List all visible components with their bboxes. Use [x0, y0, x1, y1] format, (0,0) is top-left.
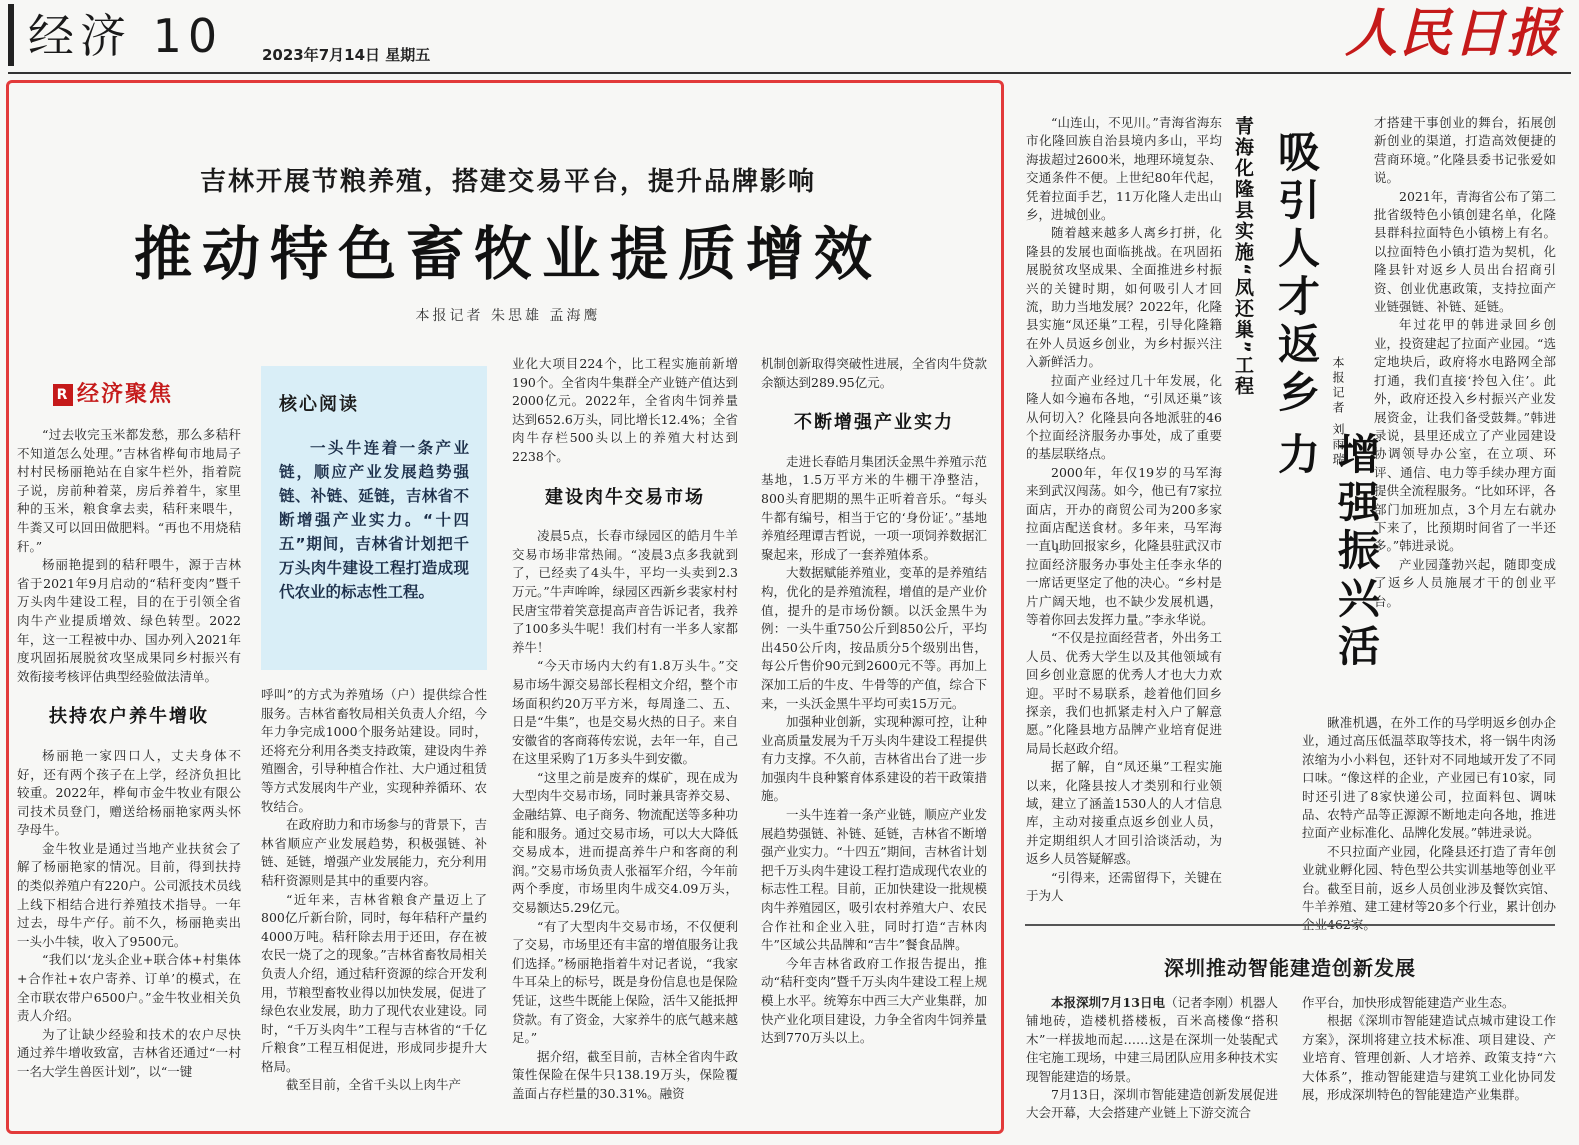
right-article-kicker: 青海化隆县实施“凤还巢”工程	[1232, 116, 1254, 397]
paragraph: 7月13日，深圳市智能建造创新发展促进大会开幕，大会搭建产业链上下游交流合	[1026, 1087, 1278, 1121]
paragraph: “引得来，还需留得下，关键在于为人	[1026, 869, 1222, 904]
subheading: 扶持农户养牛增收	[49, 706, 209, 728]
rmrb-badge-icon: R	[53, 384, 73, 406]
paragraph: “山连山，不见川。”青海省海东市化隆回族自治县境内多山，平均海拔超过2600米，地理环境复杂、交通条件不便。上世纪80年代起，凭着拉面手艺，11万化隆人走出山乡，进城创业。	[1026, 115, 1222, 223]
paragraph: 据了解，自“凤还巢”工程实施以来，化隆县按人才类别和行业领域，建立了涵盖1530人的人才信息库，主动对接重点返乡创业人员，并定期组织人才回引洽谈活动，为返乡人员答疑解惑。	[1026, 759, 1222, 867]
paragraph: 为了让缺少经验和技术的农户尽快通过养牛增收致富，吉林省还通过“一村一名大学生兽医计划”，以“一键	[17, 1026, 241, 1079]
paragraph: 大数据赋能养殖业，变革的是养殖结构，优化的是养殖流程，增值的是产业价值，提升的是市场份额。以沃金黑牛为例：一头牛重750公斤到850公斤，平均出450公斤肉，按品质分5个级别出售，每公斤售价90元到2600元不等。再加上深加工后的牛皮、牛骨等的产值，综合下来，一头沃金黑牛平均可卖15万元。	[761, 565, 987, 711]
paragraph: 拉面产业经过几十年发展，化隆人如今遍布各地，“引凤还巢”该从何切入？化隆县向各地派驻的46个拉面经济服务办事处，成了重要的基层联络点。	[1026, 372, 1222, 462]
column-3	[512, 355, 738, 1127]
subheading: 不断增强产业实力	[794, 412, 954, 434]
section-tag-label: 经济聚焦	[77, 382, 174, 407]
paragraph: 金牛牧业是通过当地产业扶贫会了解了杨丽艳家的情况。目前，得到扶持的类似养殖户有220户。公司派技术员线上线下相结合进行养殖技术指导。一年过去，母牛产仔。前不久，杨丽艳卖出一头小牛犊，收入了9500元。	[17, 840, 241, 949]
column-2	[261, 686, 487, 1126]
paragraph: 业化大项目224个，比工程实施前新增190个。全省肉牛集群全产业链产值达到2000亿元。2022年，全省肉牛饲养量达到652.6万头，同比增长12.4%；全省肉牛存栏500头以上的养殖大村达到2238个。	[512, 356, 738, 464]
paragraph: 截至目前，全省千头以上肉牛产	[286, 1077, 462, 1093]
right-column-b	[1374, 114, 1556, 714]
paragraph: 根据《深圳市智能建造试点城市建设工作方案》，深圳将建立技术标准、项目建设、产业培育、管理创新、人才培养、政策支持“六大体系”，推动智能建造与建筑工业化协同发展，形成深圳特色的智能建造产业集群。	[1302, 1013, 1556, 1103]
subheading: 建设肉牛交易市场	[545, 486, 705, 508]
paragraph: 在政府助力和市场参与的背景下，吉林省顺应产业发展趋势，积极强链、补链、延链，增强产业发展能力，充分利用秸秆资源则是其中的重要内容。	[261, 817, 487, 888]
right-article-headline-2: 增强振兴活力	[1272, 432, 1381, 672]
article-byline: 本报记者 朱思雄 孟海鹰	[415, 308, 601, 324]
right-column-c	[1302, 714, 1556, 915]
bottom-column-b	[1302, 994, 1556, 1130]
dateline	[1026, 994, 1278, 1086]
right-column-a	[1026, 114, 1222, 910]
section-tag	[53, 377, 173, 408]
paragraph: 机制创新取得突破性进展，全省肉牛贷款余额达到289.95亿元。	[761, 356, 987, 390]
paragraph: 2021年，青海省公布了第二批省级特色小镇创建名单，化隆县群科拉面特色小镇榜上有名。以拉面特色小镇打造为契机，化隆县针对返乡人员出台招商引资、创业优惠政策，支持拉面产业链强链、补链、延链。	[1374, 188, 1556, 315]
paragraph: “我们以‘龙头企业+联合体+村集体+合作社+农户寄养、订单’的模式，在全市联农带户6500户。”金牛牧业相关负责人介绍。	[17, 952, 241, 1024]
dateline-place: 本报深圳7月13日电	[1051, 995, 1166, 1010]
article-headline: 推动特色畜牧业提质增效	[133, 220, 882, 288]
right-article-headline-1: 吸引人才返乡	[1272, 130, 1321, 418]
core-reading-box	[261, 366, 487, 670]
paragraph: 凌晨5点，长春市绿园区的皓月牛羊交易市场非常热闹。“凌晨3点多我就到了，已经卖了4头牛，平均一头卖到2.3万元。”牛声哞哞，绿园区西新乡裴家村村民唐宝带着笑意提高声音告诉记者，我养了100多头牛呢！我们村有一半多人家都养牛！	[512, 528, 738, 655]
paragraph: “近年来，吉林省粮食产量迈上了800亿斤新台阶，同时，每年秸秆产量约4000万吨。秸秆除去用于还田，存在被农民一烧了之的现象。”吉林省畜牧局相关负责人介绍，通过秸秆资源的综合开发利用，节粮型畜牧业得以加快发展，促进了绿色农业发展，助力了现代农业建设。同时，“千万头肉牛”工程与吉林省的“千亿斤粮食”工程互相促进，形成同步提升大格局。	[261, 891, 487, 1074]
masthead-rule	[8, 72, 1571, 74]
paragraph: 杨丽艳提到的秸秆喂牛，源于吉林省于2021年9月启动的“秸秆变肉”暨千万头肉牛建设工程，目的在于引领全省肉牛产业提质增效、绿色转型。2022年，这一工程被中办、国办列入2021年度巩固拓展脱贫攻坚成果同乡村振兴有效衔接考核评估典型经验做法清单。	[17, 557, 241, 684]
paragraph: 才搭建干事创业的舞台，拓展创新创业的渠道，打造高效便捷的营商环境。”化隆县委书记张爱如说。	[1374, 115, 1556, 186]
masthead	[0, 0, 1579, 76]
bottom-article-title: 深圳推动智能建造创新发展	[1164, 956, 1416, 980]
paragraph: 年过花甲的韩进录回乡创业，投资建起了拉面产业园。“选定地块后，政府将水电路网全部打通，我们直接‘拎包入住’。此外，政府还投入乡村振兴产业发展资金，让我们备受鼓舞。”韩进录说，县里还成立了产业园建设协调领导办公室，在立项、环评、通信、电力等手续办理方面提供全流程服务。“比如环评，各部门加班加点，3个月左右就办下来了，比预期时间省了一半还多。”韩进录说。	[1374, 317, 1556, 554]
article-kicker: 吉林开展节粮养殖，搭建交易平台，提升品牌影响	[199, 167, 816, 197]
paragraph: 一头牛连着一条产业链，顺应产业发展趋势强链、补链、延链，吉林省不断增强产业实力。“十四五”期间，吉林省计划把千万头肉牛建设工程打造成现代农业的标志性工程。目前，正加快建设一批规模肉牛养殖园区，吸引农村养殖大户、农民合作社和企业入驻，同时打造“吉林肉牛”区域公共品牌和“吉牛”餐食品牌。	[761, 807, 987, 953]
paragraph: 2000年，年仅19岁的马军海来到武汉闯荡。如今，他已有7家拉面店，开办的商贸公司为200多家拉面店配送食材。多年来，马军海一直կ助回报家乡，化隆县驻武汉市拉面经济服务办事处主任李永华的一席话更坚定了他的决心。“乡村是片广阔天地，也不缺少发展机遇，等着你回去发挥力量。”李永华说。	[1026, 464, 1222, 627]
paragraph: 随着越来越多人离乡打拼，化隆县的发展也面临挑战。在巩固拓展脱贫攻坚成果、全面推进乡村振兴的关键时期，如何吸引人才回流，助力当地发展？2022年，化隆县实施“凤还巢”工程，引导化隆籍在外人员返乡创业，为乡村振兴注入新鲜活力。	[1026, 225, 1222, 370]
right-article-byline: 本报记者 刘雨瑞	[1331, 356, 1345, 468]
paragraph: “有了大型肉牛交易市场，不仅便利了交易，市场里还有丰富的增值服务让我们选择。”杨丽艳指着牛对记者说，“我家牛耳朵上的标号，既是身份信息也是保险凭证，这些牛既能上保险，活牛又能抵押贷款。有了资金，大家养牛的底气越来越足。”	[512, 918, 738, 1046]
paragraph: 不只拉面产业园，化隆县还打造了青年创业就业孵化园、特色型公共实训基地等创业平台。截至目前，返乡人员创业涉及餐饮宾馆、牛羊养殖、建工建材等20多个行业，累计创办	[1302, 843, 1556, 915]
core-reading-body: 一头牛连着一条产业链，顺应产业发展趋势强链、补链、延链，吉林省不断增强产业实力。“十四五”期间，吉林省计划把千万头肉牛建设工程打造成现代农业的标志性工程。	[279, 439, 469, 601]
core-reading-title: 核心阅读	[279, 394, 359, 415]
paragraph: 呼叫”的方式为养殖场（户）提供综合性服务。吉林省畜牧局相关负责人介绍，今年力争完成1000个服务站建设。同时，还将充分利用各类支持政策，建设肉牛养殖圈舍，引导种植合作社、大户通过租赁等方式发展肉牛产业，实现种养循环、农牧结合。	[261, 687, 487, 814]
paragraph: “过去收完玉米都发愁，那么多秸秆不知道怎么处理。”吉林省桦甸市地局子村村民杨丽艳站在自家牛栏外，指着院子说，房前种着菜，房后养着牛，家里种的玉米，粮食拿去卖，秸秆来喂牛，牛粪又可以回田做肥料。“再也不用烧秸秆。”	[17, 427, 241, 554]
paragraph: 作平台，加快形成智能建造产业生态。	[1302, 995, 1515, 1010]
column-4	[761, 355, 987, 1127]
dateline-reporter: （记者李刚）	[1165, 995, 1241, 1010]
paragraph: “不仅是拉面经营者，外出务工人员、优秀大学生以及其他领域有回乡创业意愿的优秀人才也大力欢迎。平时不易联系，趁着他们回乡探亲，我们也抓紧走村入户了解意愿。”化隆县地方品牌产业培育促进局局长赵政介绍。	[1026, 630, 1222, 756]
section-bar	[8, 4, 14, 66]
paragraph: 走进长春皓月集团沃金黑牛养殖示范基地，1.5万平方米的牛棚干净整洁，800头育肥期的黑牛正听着音乐。“每头牛都有编号，相当于它的‘身份证’。”基地养殖经理谭吉哲说，一项一项饲养数据汇聚起来，形成了一套养殖体系。	[761, 453, 987, 562]
paragraph: “这里之前是废弃的煤矿，现在成为大型肉牛交易市场，同时兼具寄养交易、金融结算、电子商务、物流配送等多种功能和服务。通过交易市场，可以大大降低交易成本，进而提高养牛户和客商的利润。”交易市场负责人张福军介绍，今年前两个季度，市场里肉牛成交4.09万头，交易额达5.29亿元。	[512, 769, 738, 916]
paragraph: 杨丽艳一家四口人，丈夫身体不好，还有两个孩子在上学，经济负担比较重。2022年，桦甸市金牛牧业有限公司技术员登门，赠送给杨丽艳家两头怀孕母牛。	[17, 747, 241, 838]
section-divider	[1025, 924, 1555, 926]
paragraph: 瞅准机遇，在外工作的马学明返乡创办企业，通过高压低温萃取等技术，将一锅牛肉汤浓缩为小小料包，还针对不同地域开发了不同口味。“像这样的企业，产业园已有10家，同时还引进了8家快递公司，拉面料包、调味品、农特产品等正源源不断地走向各地，推进拉面产业标准化、品牌化发展。”韩进录说。	[1302, 715, 1556, 841]
column-1	[17, 426, 241, 1126]
paragraph: 产业园蓬勃兴起，随即变成了返乡人员施展才干的创业平台。	[1374, 556, 1556, 609]
issue-date: 2023年7月14日 星期五	[262, 46, 431, 64]
newspaper-logo: 人民日报	[1344, 3, 1561, 64]
main-article[interactable]	[6, 80, 1004, 1134]
paragraph: 加强种业创新，实现种源可控，让种业高质量发展为千万头肉牛建设工程提供有力支撑。不久前，吉林省出台了进一步加强肉牛良种繁育体系建设的若干政策措施。	[761, 714, 987, 804]
paragraph: 据介绍，截至目前，吉林全省肉牛政策性保险在保牛只138.19万头，保险覆盖面占存栏量的30.31%。融资	[512, 1048, 738, 1101]
paragraph: “今天市场内大约有1.8万头牛。”交易市场牛源交易部长程相文介绍，整个市场面积约20万平方米，每周逢二、五、日是“牛集”，也是交易火热的日子。来自安徽省的客商蒋传宏说，去年一年，自己在这里采购了1万多头牛到安徽。	[512, 658, 738, 767]
section-title: 经济 10	[28, 9, 224, 63]
paragraph: 机器人铺地砖，造楼机搭楼板，百米高楼像“搭积木”一样拔地而起……这是在深圳一处装配式住宅施工现场，中建三局团队应用多种技术实现智能建造的场景。	[1026, 995, 1278, 1084]
paragraph: 今年吉林省政府工作报告提出，推动“秸秆变肉”暨千万头肉牛建设工程上规模上水平。统筹东中西三大产业集群，加快产业化项目建设，力争全省肉牛饲养量达到770万头以上。	[761, 955, 987, 1046]
bottom-column-a	[1026, 994, 1278, 1130]
